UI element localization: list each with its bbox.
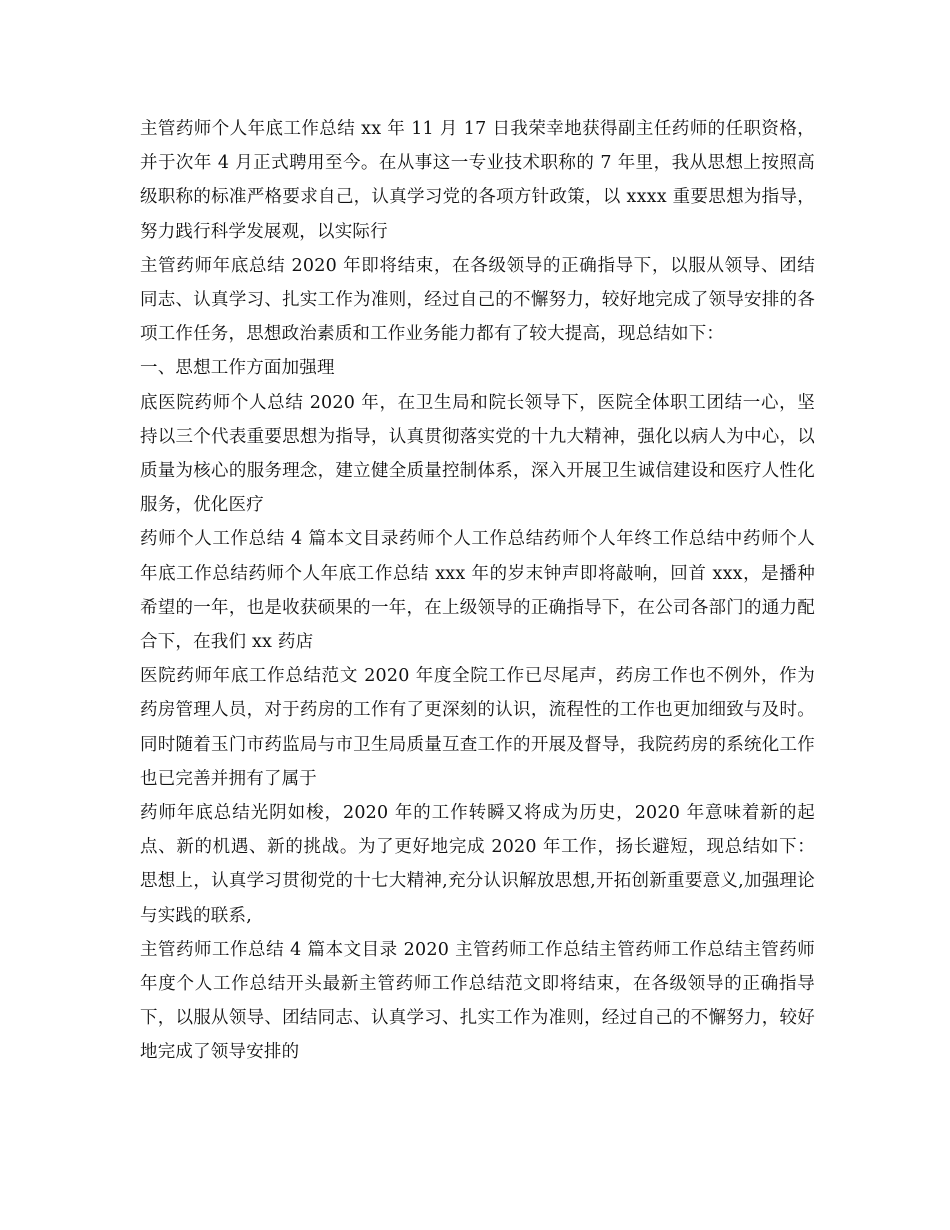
paragraph-6: 药师年底总结光阴如梭，2020 年的工作转瞬又将成为历史，2020 年意味着新的起点、新的机遇、新的挑战。为了更好地完成 2020 年工作，扬长避短，现总结如下：思想上，认真学习贯彻党的十七大精神,充分认识解放思想,开拓创新重要意义,加强理论与实践的联系, [140, 803, 815, 926]
paragraph-7: 主管药师工作总结 4 篇本文目录 2020 主管药师工作总结主管药师工作总结主管药师年度个人工作总结开头最新主管药师工作总结范文即将结束，在各级领导的正确指导下，以服从领导、团结同志、认真学习、扎实工作为准则，经过自己的不懈努力，较好地完成了领导安排的 [140, 939, 815, 1063]
paragraph-4: 药师个人工作总结 4 篇本文目录药师个人工作总结药师个人年终工作总结中药师个人年底工作总结药师个人年底工作总结 xxx 年的岁末钟声即将敲响，回首 xxx，是播种希望的一年，也是收获硕果的一年，在上级领导的正确指导下，在公司各部门的通力配合下，在我们 xx 药店 [140, 529, 815, 653]
paragraph-1: 主管药师个人年底工作总结 xx 年 11 月 17 日我荣幸地获得副主任药师的任职资格，并于次年 4 月正式聘用至今。在从事这一专业技术职称的 7 年里，我从思想上按照高级职称的标准严格要求自己，认真学习党的各项方针政策，以 xxxx 重要思想为指导，努力践行科学发展观，以实际行 [140, 119, 815, 242]
paragraph-3: 底医院药师个人总结 2020 年，在卫生局和院长领导下，医院全体职工团结一心，坚持以三个代表重要思想为指导，认真贯彻落实党的十九大精神，强化以病人为中心，以质量为核心的服务理念，建立健全质量控制体系，深入开展卫生诚信建设和医疗人性化服务，优化医疗 [140, 392, 815, 516]
document-body [140, 112, 815, 1070]
section-heading: 一、思想工作方面加强理 [140, 358, 335, 379]
paragraph-2: 主管药师年底总结 2020 年即将结束，在各级领导的正确指导下，以服从领导、团结同志、认真学习、扎实工作为准则，经过自己的不懈努力，较好地完成了领导安排的各项工作任务，思想政治素质和工作业务能力都有了较大提高，现总结如下： [140, 255, 815, 345]
paragraph-5: 医院药师年底工作总结范文 2020 年度全院工作已尽尾声，药房工作也不例外，作为药房管理人员，对于药房的工作有了更深刻的认识，流程性的工作也更加细致与及时。同时随着玉门市药监局与市卫生局质量互查工作的开展及督导，我院药房的系统化工作也已完善并拥有了属于 [140, 666, 815, 789]
